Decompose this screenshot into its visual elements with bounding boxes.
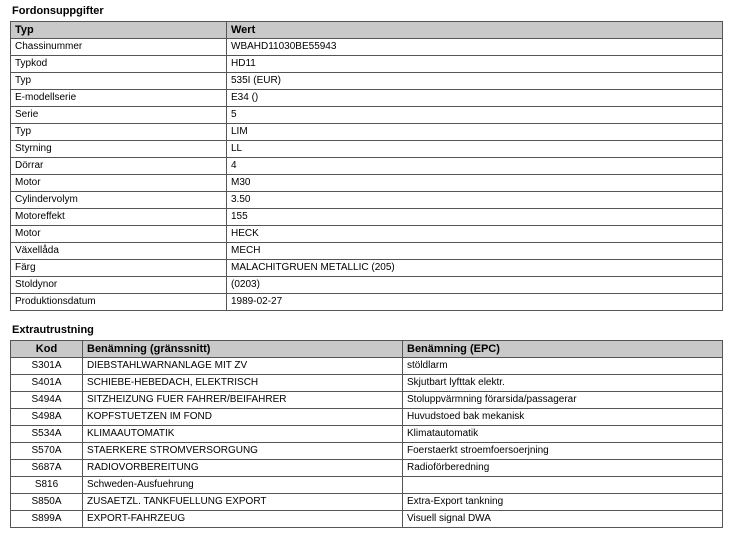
equipment-name: SCHIEBE-HEBEDACH, ELEKTRISCH	[83, 375, 403, 392]
vehicle-field-value: MALACHITGRUEN METALLIC (205)	[227, 260, 723, 277]
table-row	[11, 73, 723, 90]
vehicle-field-name: Motor	[11, 226, 227, 243]
vehicle-field-name: Dörrar	[11, 158, 227, 175]
equipment-code: S899A	[11, 511, 83, 528]
equipment-table-header	[11, 341, 723, 358]
vehicle-field-value: LIM	[227, 124, 723, 141]
table-row	[11, 358, 723, 375]
vehicle-field-value: HD11	[227, 56, 723, 73]
equipment-name: KLIMAAUTOMATIK	[83, 426, 403, 443]
vehicle-field-value: 5	[227, 107, 723, 124]
equipment-table	[10, 340, 723, 528]
table-row	[11, 141, 723, 158]
equipment-name: RADIOVORBEREITUNG	[83, 460, 403, 477]
vehicle-field-name: Serie	[11, 107, 227, 124]
equipment-epc-name: Visuell signal DWA	[403, 511, 723, 528]
equipment-code: S534A	[11, 426, 83, 443]
equipment-epc-name: Radioförberedning	[403, 460, 723, 477]
equipment-name: Schweden-Ausfuehrung	[83, 477, 403, 494]
equipment-code: S498A	[11, 409, 83, 426]
equipment-epc-name: Huvudstoed bak mekanisk	[403, 409, 723, 426]
table-row	[11, 124, 723, 141]
vehicle-section-title: Fordonsuppgifter	[12, 5, 104, 17]
vehicle-field-name: Typ	[11, 73, 227, 90]
table-row	[11, 511, 723, 528]
vehicle-field-value: HECK	[227, 226, 723, 243]
table-row	[11, 158, 723, 175]
vehicle-field-value: 4	[227, 158, 723, 175]
equipment-section-title: Extrautrustning	[12, 324, 94, 336]
table-row	[11, 39, 723, 56]
vehicle-field-value: WBAHD11030BE55943	[227, 39, 723, 56]
table-row	[11, 56, 723, 73]
equipment-name: ZUSAETZL. TANKFUELLUNG EXPORT	[83, 494, 403, 511]
table-row	[11, 392, 723, 409]
equipment-name: SITZHEIZUNG FUER FAHRER/BEIFAHRER	[83, 392, 403, 409]
vehicle-field-value: LL	[227, 141, 723, 158]
vehicle-field-value: M30	[227, 175, 723, 192]
equipment-name: KOPFSTUETZEN IM FOND	[83, 409, 403, 426]
equipment-code: S570A	[11, 443, 83, 460]
equipment-header-code: Kod	[11, 341, 83, 358]
equipment-code: S850A	[11, 494, 83, 511]
vehicle-header-value: Wert	[227, 22, 723, 39]
table-row	[11, 107, 723, 124]
equipment-name: STAERKERE STROMVERSORGUNG	[83, 443, 403, 460]
vehicle-field-name: Chassinummer	[11, 39, 227, 56]
vehicle-field-name: Typkod	[11, 56, 227, 73]
table-row	[11, 443, 723, 460]
vehicle-field-value: 3.50	[227, 192, 723, 209]
equipment-name: DIEBSTAHLWARNANLAGE MIT ZV	[83, 358, 403, 375]
vehicle-field-name: Växellåda	[11, 243, 227, 260]
equipment-epc-name: Klimatautomatik	[403, 426, 723, 443]
equipment-epc-name: Foerstaerkt stroemfoersoerjning	[403, 443, 723, 460]
equipment-code: S401A	[11, 375, 83, 392]
table-row	[11, 175, 723, 192]
vehicle-field-name: Motoreffekt	[11, 209, 227, 226]
equipment-code: S301A	[11, 358, 83, 375]
vehicle-field-name: Färg	[11, 260, 227, 277]
vehicle-field-value: 1989-02-27	[227, 294, 723, 311]
equipment-epc-name: Skjutbart lyfttak elektr.	[403, 375, 723, 392]
equipment-header-name: Benämning (gränssnitt)	[83, 341, 403, 358]
table-row	[11, 375, 723, 392]
vehicle-field-name: Cylindervolym	[11, 192, 227, 209]
table-row	[11, 409, 723, 426]
vehicle-field-name: Produktionsdatum	[11, 294, 227, 311]
vehicle-field-name: Motor	[11, 175, 227, 192]
equipment-code: S494A	[11, 392, 83, 409]
vehicle-field-value: 535I (EUR)	[227, 73, 723, 90]
table-row	[11, 226, 723, 243]
equipment-epc-name: Extra-Export tankning	[403, 494, 723, 511]
vehicle-field-name: Styrning	[11, 141, 227, 158]
table-row	[11, 209, 723, 226]
vehicle-field-name: Stoldynor	[11, 277, 227, 294]
table-row	[11, 260, 723, 277]
vehicle-field-value: (0203)	[227, 277, 723, 294]
table-row	[11, 243, 723, 260]
equipment-header-epc: Benämning (EPC)	[403, 341, 723, 358]
table-row	[11, 90, 723, 107]
table-row	[11, 426, 723, 443]
table-row	[11, 294, 723, 311]
vehicle-field-value: 155	[227, 209, 723, 226]
equipment-code: S687A	[11, 460, 83, 477]
vehicle-field-value: E34 ()	[227, 90, 723, 107]
table-row	[11, 460, 723, 477]
table-row	[11, 192, 723, 209]
vehicle-header-type: Typ	[11, 22, 227, 39]
equipment-epc-name: Stoluppvärmning förarsida/passagerar	[403, 392, 723, 409]
vehicle-field-value: MECH	[227, 243, 723, 260]
table-row	[11, 477, 723, 494]
equipment-code: S816	[11, 477, 83, 494]
equipment-epc-name	[403, 477, 723, 494]
vehicle-field-name: E-modellserie	[11, 90, 227, 107]
vehicle-table	[10, 21, 723, 311]
equipment-epc-name: stöldlarm	[403, 358, 723, 375]
table-row	[11, 494, 723, 511]
vehicle-table-header	[11, 22, 723, 39]
table-row	[11, 277, 723, 294]
vehicle-field-name: Typ	[11, 124, 227, 141]
equipment-name: EXPORT-FAHRZEUG	[83, 511, 403, 528]
